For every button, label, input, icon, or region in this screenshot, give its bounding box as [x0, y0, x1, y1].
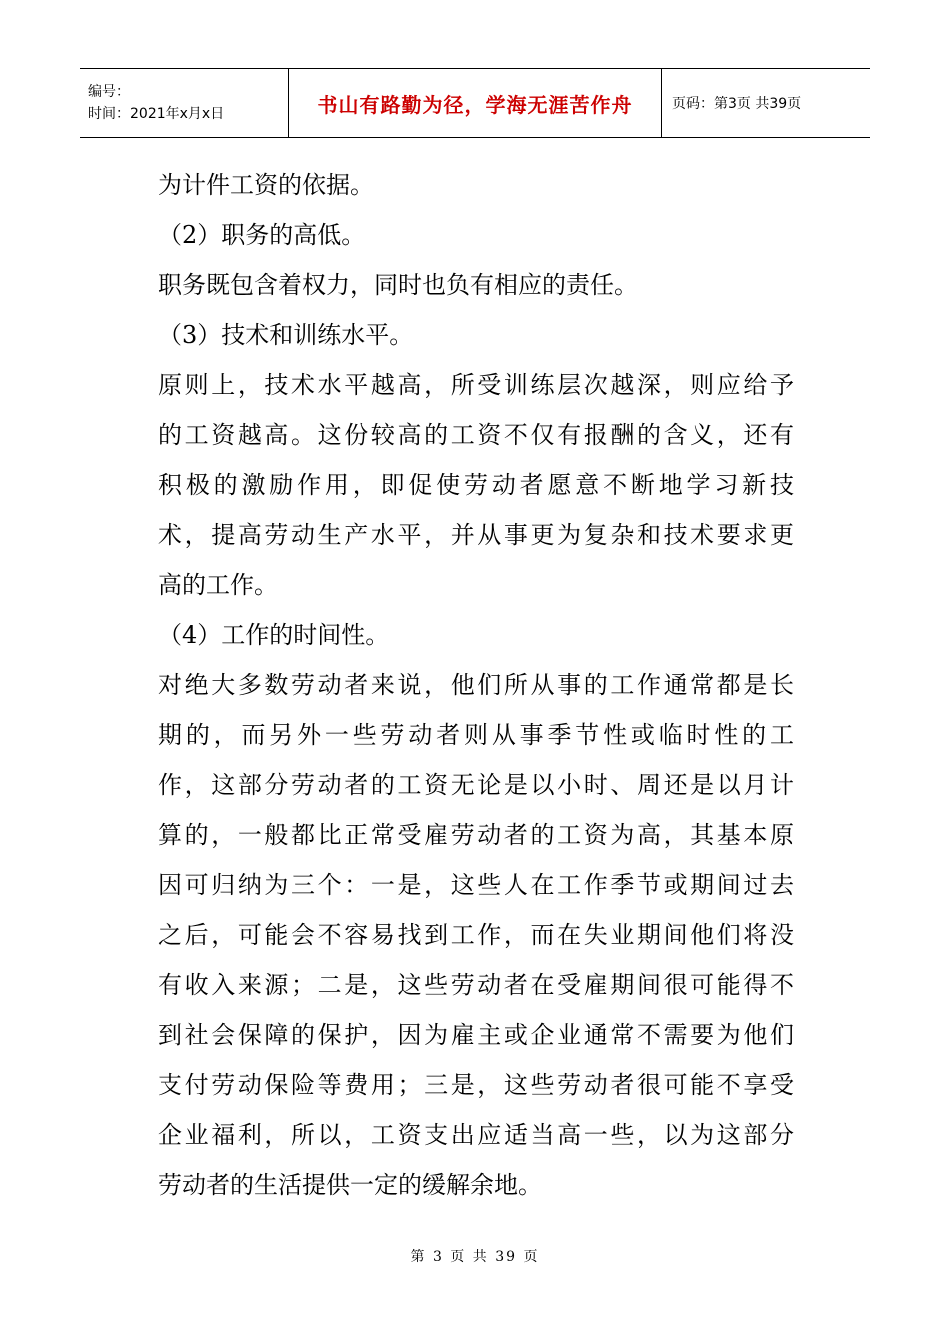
body-line: 有收入来源；二是，这些劳动者在受雇期间很可能得不 [158, 971, 794, 999]
body-line: 劳动者的生活提供一定的缓解余地。 [158, 1171, 542, 1199]
body-line: 企业福利，所以，工资支出应适当高一些，以为这部分 [158, 1121, 794, 1149]
body-line: 职务既包含着权力，同时也负有相应的责任。 [158, 271, 638, 299]
header-page-info-cell [662, 69, 870, 137]
body-line: 之后，可能会不容易找到工作，而在失业期间他们将没 [158, 921, 794, 949]
section-heading: （2）职务的高低。 [158, 221, 366, 249]
body-line: 积极的激励作用，即促使劳动者愿意不断地学习新技 [158, 471, 794, 499]
section-heading: （3）技术和训练水平。 [158, 321, 414, 349]
body-line: 到社会保障的保护，因为雇主或企业通常不需要为他们 [158, 1021, 794, 1049]
header-meta [80, 69, 288, 137]
serial-label: 编号： [88, 84, 130, 100]
footer-page-number: 第 3 页 共 39 页 [410, 1249, 540, 1265]
header-page-info: 页码：第3页 共39页 [672, 96, 802, 112]
body-line: 因可归纳为三个：一是，这些人在工作季节或期间过去 [158, 871, 794, 899]
page-footer [0, 1246, 950, 1266]
section-heading: （4）工作的时间性。 [158, 621, 390, 649]
body-line: 术，提高劳动生产水平，并从事更为复杂和技术要求更 [158, 521, 794, 549]
page-header [80, 68, 870, 138]
header-motto: 书山有路勤为径，学海无涯苦作舟 [317, 92, 633, 117]
header-motto-cell [288, 69, 662, 137]
document-body [158, 160, 794, 1210]
body-line: 算的，一般都比正常受雇劳动者的工资为高，其基本原 [158, 821, 794, 849]
body-line: 的工资越高。这份较高的工资不仅有报酬的含义，还有 [158, 421, 794, 449]
body-line: 期的，而另外一些劳动者则从事季节性或临时性的工 [158, 721, 794, 749]
body-line: 作，这部分劳动者的工资无论是以小时、周还是以月计 [158, 771, 794, 799]
body-line: 为计件工资的依据。 [158, 171, 374, 199]
body-line: 高的工作。 [158, 571, 278, 599]
body-line: 原则上，技术水平越高，所受训练层次越深，则应给予 [158, 371, 794, 399]
body-line: 支付劳动保险等费用；三是，这些劳动者很可能不享受 [158, 1071, 794, 1099]
time-label: 时间：2021年x月x日 [88, 106, 225, 122]
body-line: 对绝大多数劳动者来说，他们所从事的工作通常都是长 [158, 671, 794, 699]
